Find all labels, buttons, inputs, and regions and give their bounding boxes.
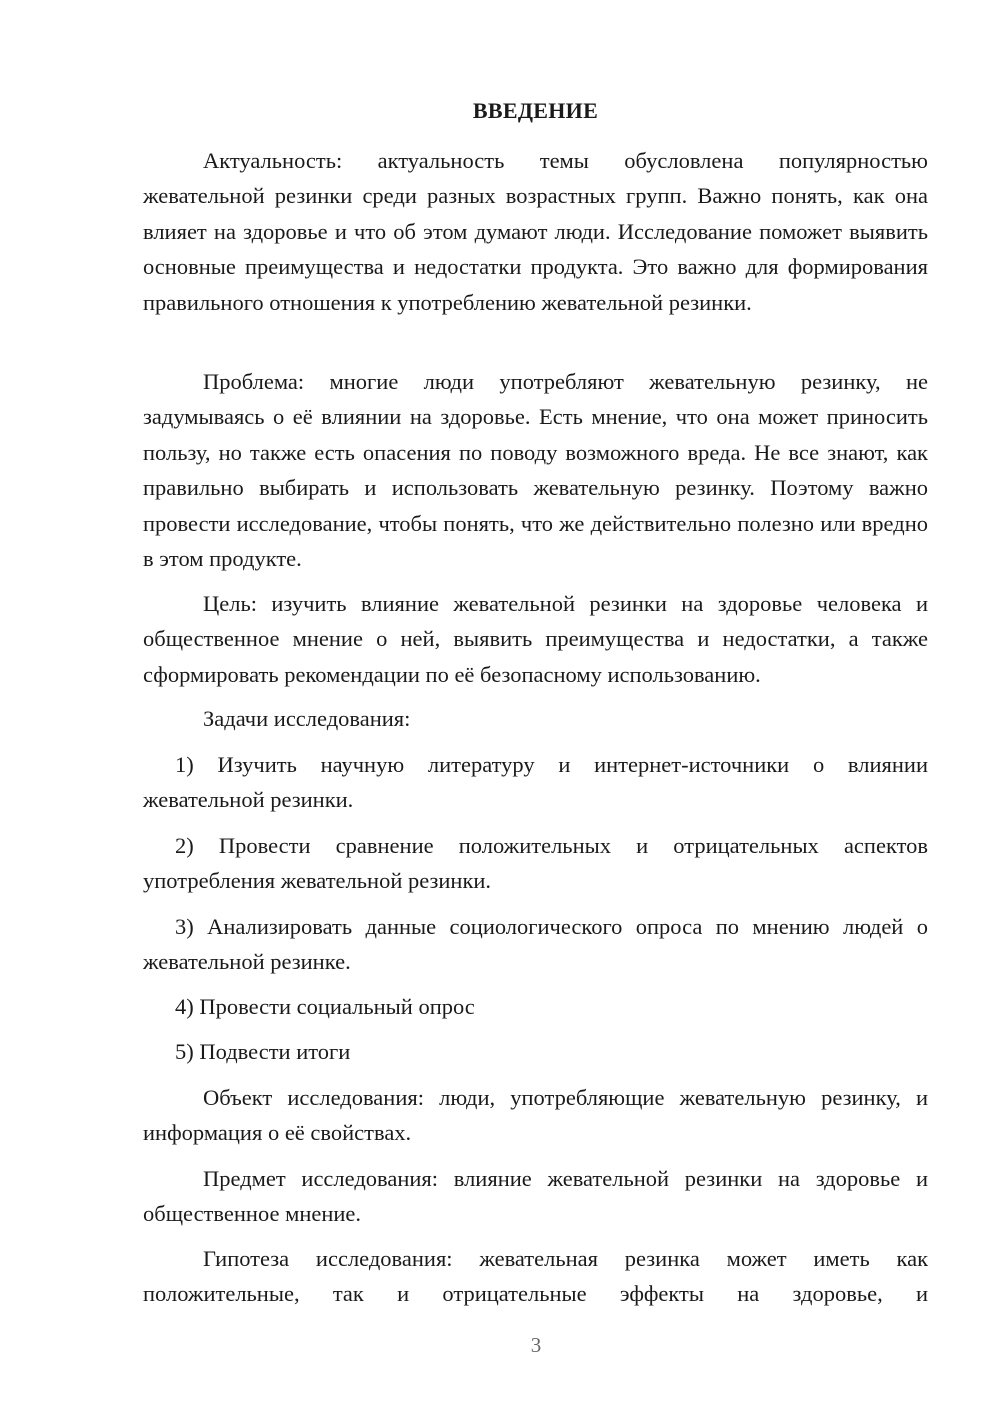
task-item: 1) Изучить научную литературу и интернет-источники о влиянии жевательной резинки. bbox=[143, 752, 928, 813]
problem-paragraph: Проблема: многие люди употребляют жевательную резинку, не задумываясь о её влиянии на здоровье. Есть мнение, что она может приносить пользу, но также есть опасения по поводу возможного вреда. Не все знают, как правильно выбирать и использовать жевательную резинку. Поэтому важно провести исследование, чтобы понять, что же действительно полезно или вредно в этом продукте. bbox=[143, 369, 928, 572]
task-item: 3) Анализировать данные социологического опроса по мнению людей о жевательной резинке. bbox=[143, 914, 928, 975]
task-item: 5) Подвести итоги bbox=[175, 1039, 351, 1064]
section-title: ВВЕДЕНИЕ bbox=[472, 98, 599, 123]
goal-paragraph: Цель: изучить влияние жевательной резинки на здоровье человека и общественное мнение о ней, выявить преимущества и недостатки, а также сформировать рекомендации по её безопасному использованию. bbox=[143, 591, 928, 687]
hypothesis-paragraph: Гипотеза исследования: жевательная резинка может иметь как положительные, так и отрицательные эффекты на здоровье, и bbox=[143, 1246, 928, 1307]
subject-paragraph: Предмет исследования: влияние жевательной резинки на здоровье и общественное мнение. bbox=[143, 1166, 928, 1227]
relevance-paragraph: Актуальность: актуальность темы обусловлена популярностью жевательной резинки среди разных возрастных групп. Важно понять, как она влияет на здоровье и что об этом думают люди. Исследование поможет выявить основные преимущества и недостатки продукта. Это важно для формирования правильного отношения к употреблению жевательной резинки. bbox=[143, 148, 928, 315]
task-item: 2) Провести сравнение положительных и отрицательных аспектов употребления жевательной резинки. bbox=[143, 833, 928, 894]
task-item: 4) Провести социальный опрос bbox=[175, 994, 475, 1019]
object-paragraph: Объект исследования: люди, употребляющие жевательную резинку, и информация о её свойствах. bbox=[143, 1085, 928, 1146]
tasks-heading: Задачи исследования: bbox=[203, 706, 411, 731]
page-number: 3 bbox=[530, 1333, 542, 1357]
